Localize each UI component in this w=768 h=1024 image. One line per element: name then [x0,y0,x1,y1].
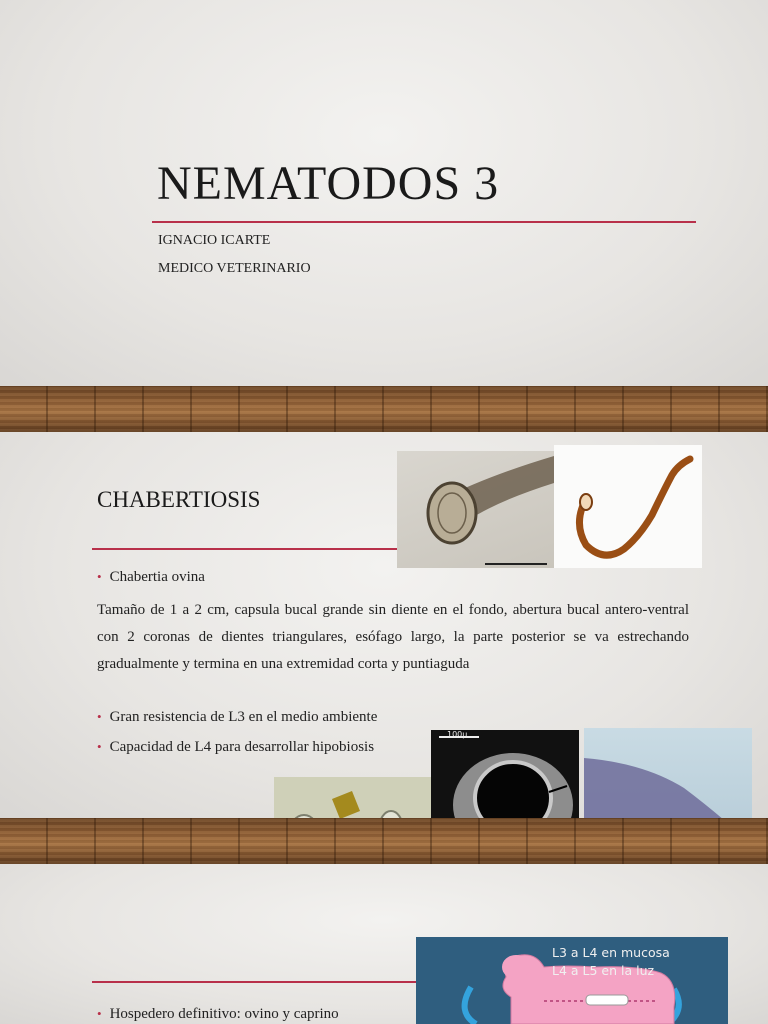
bullet-dot-icon: • [97,1006,102,1021]
bullet-species: • Chabertia ovina [97,569,205,585]
slide-title: CHABERTIOSIS [97,487,261,512]
life-cycle-diagram [416,937,728,1024]
title-slide [0,0,768,386]
title-underline [152,221,696,223]
wood-divider [0,386,768,432]
title-underline [92,981,417,983]
wood-divider [0,818,768,864]
bullet-l3-resistance: • Gran resistencia de L3 en el medio ambiente [97,709,378,725]
buccal-capsule-photo [397,451,554,568]
bullet-dot-icon: • [97,709,102,724]
bullet-definitive-host: • Hospedero definitivo: ovino y caprino [97,1006,339,1022]
title-underline [92,548,398,550]
bullet-dot-icon: • [97,739,102,754]
author-role: MEDICO VETERINARIO [158,261,311,276]
adult-worm-photo [554,445,702,568]
bullet-dot-icon: • [97,569,102,584]
presentation-title: NEMATODOS 3 [157,157,500,210]
bullet-l4-hypobiosis: • Capacidad de L4 para desarrollar hipobiosis [97,739,375,755]
diagram-label-l3-l4: L3 a L4 en mucosa [552,945,670,960]
description-paragraph: Tamaño de 1 a 2 cm, capsula bucal grande sin diente en el fondo, abertura bucal antero-ventral con 2 coronas de dientes triangulares, esófago largo, la parte posterior se va estrechando gradualmente y termina en una extremidad corta y puntiaguda [97,602,689,672]
author-name: IGNACIO ICARTE [158,233,271,248]
diagram-label-l4-l5: L4 a L5 en la luz [552,963,655,978]
scale-label: 100μ [447,730,468,739]
